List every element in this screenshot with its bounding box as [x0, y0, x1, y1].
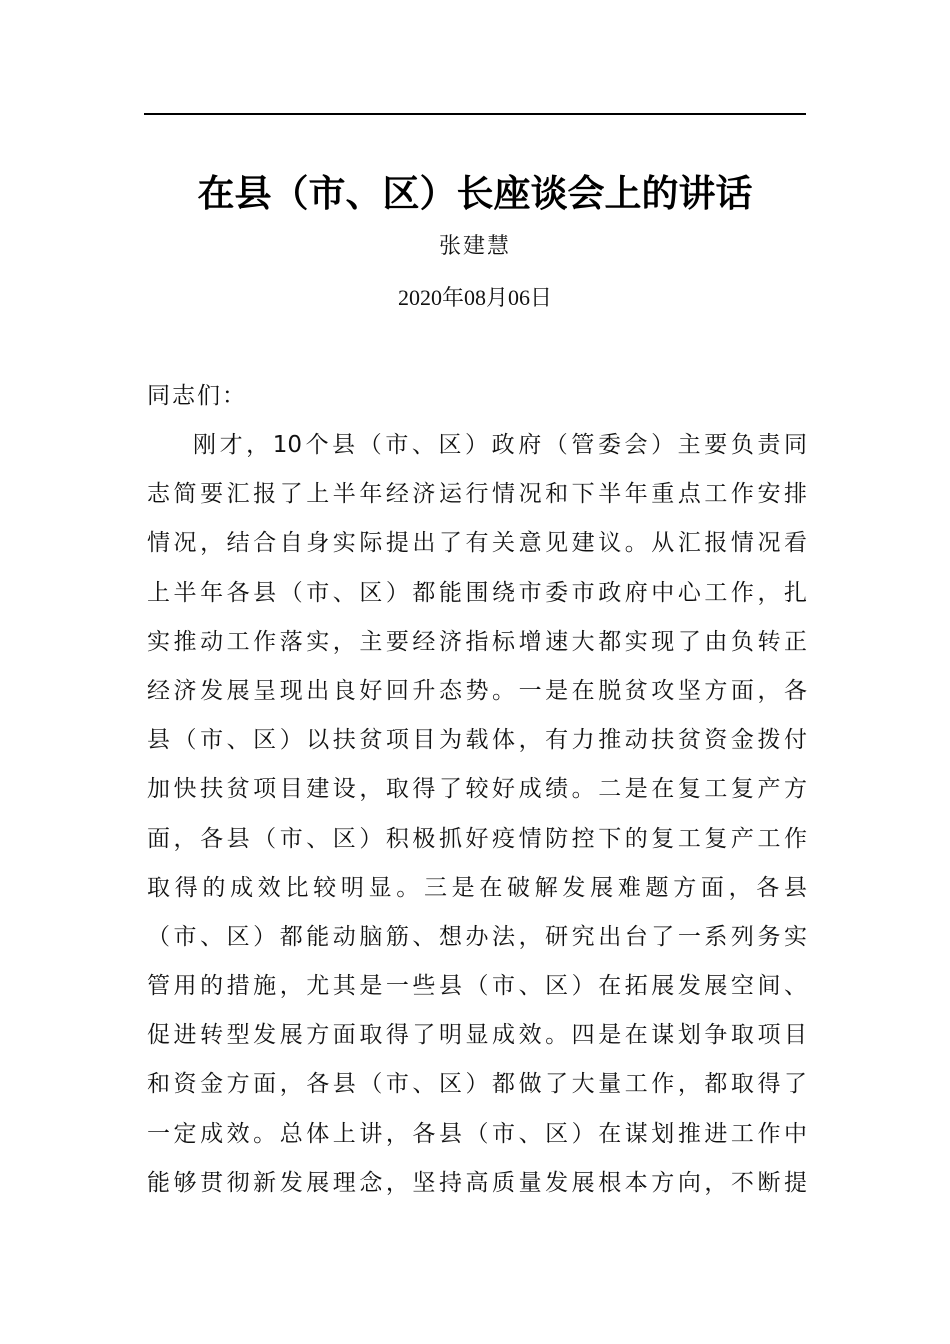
body-line: 一定成效。总体上讲，各县（市、区）在谋划推进工作中 [147, 1120, 807, 1147]
body-line: 刚才，10个县（市、区）政府（管委会）主要负责同 [193, 432, 807, 458]
body-line: 管用的措施，尤其是一些县（市、区）在拓展发展空间、 [147, 973, 807, 1000]
document-date: 2020年08月06日 [397, 285, 552, 310]
body-line: 加快扶贫项目建设，取得了较好成绩。二是在复工复产方 [147, 776, 807, 803]
body-paragraph [147, 427, 807, 1214]
body-line: 志简要汇报了上半年经济运行情况和下半年重点工作安排 [147, 481, 807, 508]
document-title: 在县（市、区）长座谈会上的讲话 [197, 171, 753, 215]
body-line: 促进转型发展方面取得了明显成效。四是在谋划争取项目 [147, 1022, 807, 1049]
body-line: 能够贯彻新发展理念，坚持高质量发展根本方向，不断提 [147, 1169, 807, 1196]
body-line: 和资金方面，各县（市、区）都做了大量工作，都取得了 [147, 1071, 807, 1098]
body-line: 面，各县（市、区）积极抓好疫情防控下的复工复产工作 [147, 825, 807, 852]
header-rule [144, 113, 806, 115]
body-line: 取得的成效比较明显。三是在破解发展难题方面，各县 [147, 874, 807, 901]
body-line: 情况，结合自身实际提出了有关意见建议。从汇报情况看 [147, 530, 807, 557]
body-line: 县（市、区）以扶贫项目为载体，有力推动扶贫资金拨付 [147, 727, 807, 754]
body-line: 经济发展呈现出良好回升态势。一是在脱贫攻坚方面，各 [147, 677, 807, 704]
document-author: 张建慧 [438, 234, 511, 259]
salutation: 同志们： [147, 383, 247, 409]
body-line: （市、区）都能动脑筋、想办法，研究出台了一系列务实 [147, 923, 807, 950]
body-line: 实推动工作落实，主要经济指标增速大都实现了由负转正 [147, 628, 807, 655]
body-line: 上半年各县（市、区）都能围绕市委市政府中心工作，扎 [147, 579, 807, 606]
